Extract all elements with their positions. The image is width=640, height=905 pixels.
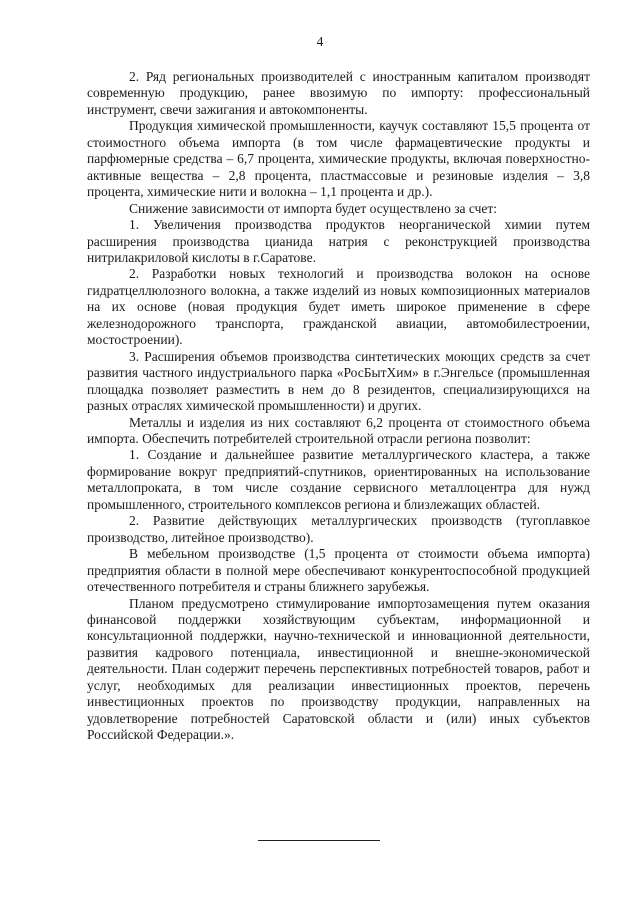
paragraph: Планом предусмотрено стимулирование импортозамещения путем оказания финансовой поддержки хозяйствующим субъектам, информационной и консультационной поддержки, научно-технической и инновационной деятельности, развития кадрового потенциала, инвестиционной и внешне-экономической деятельности. План содержит перечень перспективных потребностей товаров, работ и услуг, необходимых для реализации инвестиционных проектов, перечень инвестиционных проектов по производству продукции, направленных на удовлетворение потребностей Саратовской области и (или) иных субъектов Российской Федерации.». (87, 595, 590, 743)
paragraph: 2. Ряд региональных производителей с иностранным капиталом производят современную продукцию, ранее ввозимую по импорту: профессиональный инструмент, свечи зажигания и автокомпоненты. (87, 69, 590, 117)
paragraph: 3. Расширения объемов производства синтетических моющих средств за счет развития частного индустриального парка «РосБытХим» в г.Энгельсе (промышленная площадка позволяет разместить в нем до 8 резидентов, специализирующихся на разных отраслях химической промышленности) и других. (87, 348, 590, 414)
paragraph: 2. Развитие действующих металлургических производств (тугоплавкое производство, литейное производство). (87, 513, 590, 545)
closing-rule (258, 840, 380, 841)
paragraph: 1. Создание и дальнейшее развитие металлургического кластера, а также формирование вокруг предприятий-спутников, ориентированных на использование металлопроката, в том числе создание сервисного металлоцентра для нужд промышленного, строительного комплексов региона и близлежащих областей. (87, 447, 590, 512)
page-number: 4 (316, 34, 324, 49)
paragraph: Металлы и изделия из них составляют 6,2 процента от стоимостного объема импорта. Обеспечить потребителей строительной отрасли региона позволит: (87, 414, 590, 446)
paragraph: 1. Увеличения производства продуктов неорганической химии путем расширения производства цианида натрия с реконструкцией производства нитрилакриловой кислоты в г.Саратове. (87, 217, 590, 265)
paragraph: В мебельном производстве (1,5 процента от стоимости объема импорта) предприятия области в полной мере обеспечивают конкурентоспособной продукцией отечественного потребителя и страны ближнего зарубежья. (87, 546, 590, 595)
paragraph: Продукция химической промышленности, каучук составляют 15,5 процента от стоимостного объема импорта (в том числе фармацевтические продукты и парфюмерные средства – 6,7 процента, химические продукты, включая поверхностно-активные вещества – 2,8 процента, пластмассовые и резиновые изделия – 3,8 процента, химические нити и волокна – 1,1 процента и др.). (87, 118, 590, 200)
paragraph: Снижение зависимости от импорта будет осуществлено за счет: (129, 200, 498, 216)
paragraph: 2. Разработки новых технологий и производства волокон на основе гидратцеллюлозного волокна, а также изделий из новых композиционных материалов на их основе (новая продукция будет иметь широкое применение в сфере железнодорожного транспорта, гражданской авиации, автомобилестроении, мостостроении). (87, 266, 590, 348)
body-text (87, 69, 590, 744)
